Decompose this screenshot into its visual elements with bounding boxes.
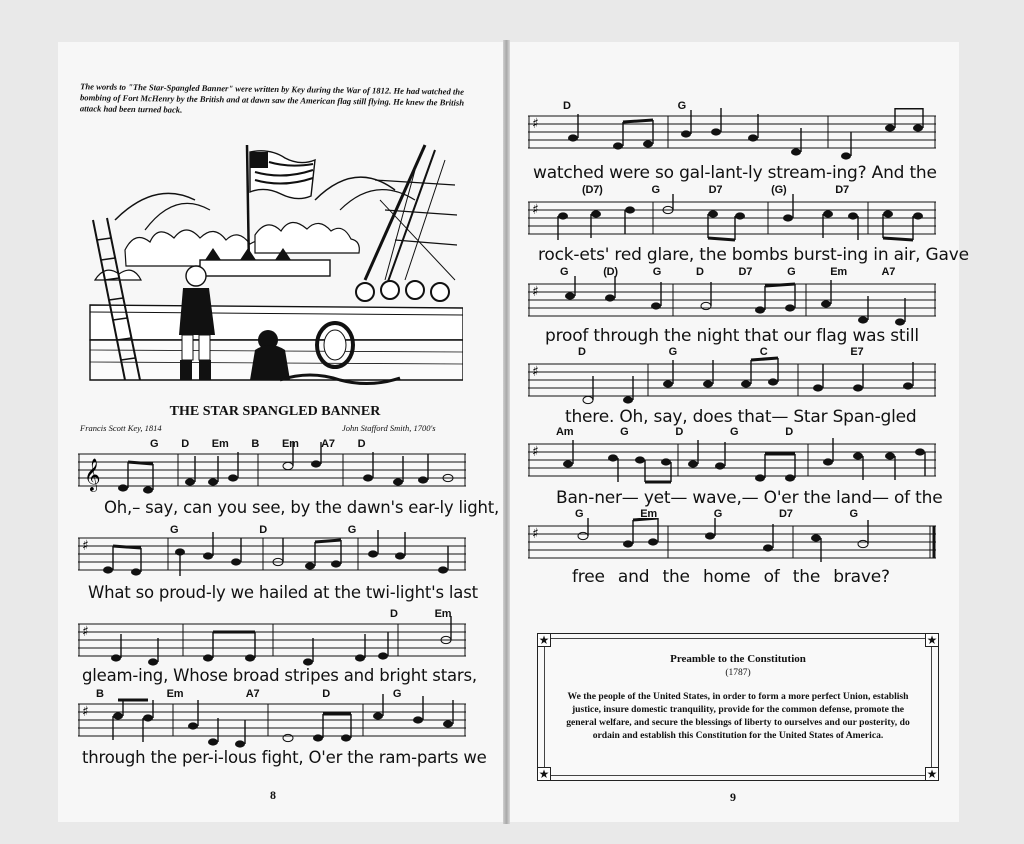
chords-line-1: G D Em B Em A7 D (150, 438, 366, 450)
svg-text:♯: ♯ (532, 116, 539, 132)
lyric-line-3: gleam-ing, Whose broad stripes and bright stars, (82, 666, 477, 685)
fort-mchenry-illustration (85, 140, 463, 394)
lyric-line-5: watched were so gal-lant-ly stream-ing? And the (533, 163, 937, 183)
star-icon: ★ (538, 633, 550, 647)
lyric-line-4: through the per-i-lous fight, O'er the ram-parts we (82, 748, 487, 767)
lyricist-credit: Francis Scott Key, 1814 (80, 423, 162, 433)
staff-line-6 (528, 194, 940, 244)
svg-text:♯: ♯ (82, 624, 89, 640)
page-number-left: 8 (270, 788, 276, 802)
chords-line-3: D Em (390, 608, 452, 620)
staff-line-7 (528, 276, 940, 326)
preamble-inner-border (544, 638, 932, 776)
lyric-line-8: there. Oh, say, does that— Star Span-gled (565, 407, 917, 427)
star-icon: ★ (538, 767, 550, 781)
preamble-text: We the people of the United States, in order to form a more perfect Union, establish justice, insure domestic tranquility, provide for the common defense, promote the general welfare, and secure the blessings of liberty to ourselves and our posterity, do ordain and establish this Constitution for the United States of America. (566, 691, 910, 741)
svg-text:♯: ♯ (532, 364, 539, 380)
preamble-year: (1787) (725, 668, 751, 678)
preamble-title: Preamble to the Constitution (670, 653, 806, 665)
staff-line-3 (78, 614, 470, 670)
lyric-line-9: Ban-ner— yet— wave,— O'er the land— of the (556, 488, 943, 508)
composer-credit: John Stafford Smith, 1700's (342, 423, 436, 433)
star-icon: ★ (926, 767, 938, 781)
chords-line-9: Am G D G D (556, 426, 793, 438)
staff-line-5 (528, 108, 940, 164)
chords-line-10: G Em G D7 G (575, 508, 858, 520)
svg-text:♯: ♯ (82, 538, 89, 554)
chords-line-4: B Em A7 D G (96, 688, 402, 700)
staff-line-9 (528, 436, 940, 486)
intro-paragraph: The words to "The Star-Spangled Banner" were written by Key during the War of 1812. He had watched the bombing of Fort McHenry by the British and at dawn saw the American flag still flying. He knew the British attack had been turned back. (79, 81, 465, 115)
chords-line-2: G D G (170, 524, 357, 536)
song-title: THE STAR SPANGLED BANNER (169, 404, 381, 419)
staff-line-10 (528, 518, 940, 568)
lyric-line-6: rock-ets' red glare, the bombs burst-ing in air, Gave (538, 245, 969, 265)
star-icon: ★ (926, 633, 938, 647)
staff-line-4 (78, 694, 470, 754)
lyric-line-1: Oh,– say, can you see, by the dawn's ear-ly light, (104, 498, 500, 517)
lyric-line-7: proof through the night that our flag was still (545, 326, 919, 346)
chords-line-5: D G (563, 100, 686, 112)
staff-line-2 (78, 528, 470, 584)
chords-line-6: (D7) G D7 (G) D7 (582, 184, 849, 196)
svg-text:♯: ♯ (532, 526, 539, 542)
preamble-box (537, 633, 939, 781)
lyric-line-2: What so proud-ly we hailed at the twi-light's last (88, 583, 478, 602)
svg-text:♯: ♯ (82, 704, 89, 720)
page-number-right: 9 (730, 790, 736, 804)
svg-text:♯: ♯ (532, 284, 539, 300)
lyric-line-10: free and the home of the brave? (572, 567, 890, 587)
chords-line-7: G (D) G D D7 G Em A7 (560, 266, 896, 278)
chords-line-8: D G C E7 (578, 346, 864, 358)
svg-text:♯: ♯ (532, 202, 539, 218)
staff-line-8 (528, 356, 940, 406)
svg-text:𝄞: 𝄞 (84, 458, 101, 491)
svg-text:♯: ♯ (532, 444, 539, 460)
book-gutter (503, 40, 510, 824)
